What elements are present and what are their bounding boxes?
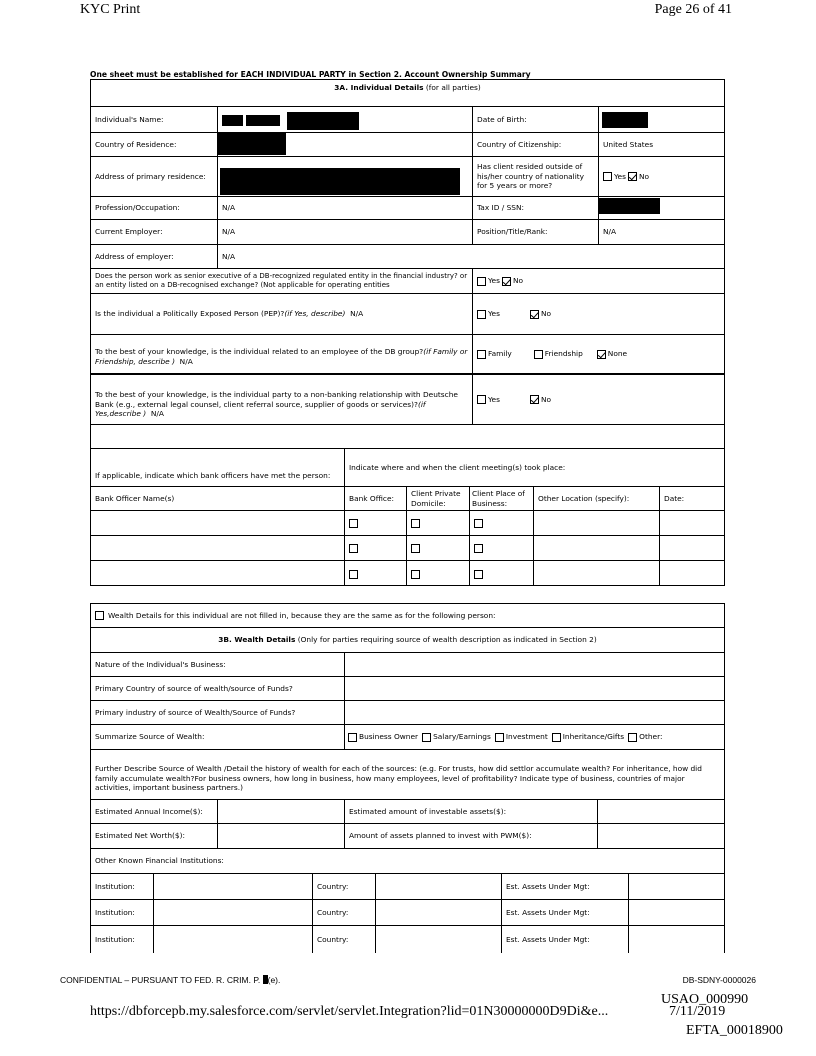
document-id: DB-SDNY-0000026	[682, 975, 756, 985]
source-label: Salary/Earnings	[433, 732, 491, 742]
planned-value[interactable]	[598, 824, 724, 848]
related-row	[91, 335, 724, 374]
profession-value[interactable]: N/A	[218, 197, 473, 219]
nature-row	[91, 653, 724, 677]
source-label: Investment	[505, 732, 548, 742]
yes-label: Yes	[614, 171, 626, 181]
other-fi-row	[91, 849, 724, 874]
redaction-box	[246, 115, 280, 126]
profession-label: Profession/Occupation:	[91, 197, 218, 219]
assets-value[interactable]	[629, 874, 724, 899]
source-label: Inheritance/Gifts	[562, 732, 625, 742]
business-owner-checkbox[interactable]	[348, 733, 357, 742]
col-private-domicile: Client Private Domicile:	[407, 487, 470, 510]
pep-no-checkbox[interactable]	[530, 310, 539, 319]
yes-label: Yes	[488, 276, 500, 286]
pep-question	[91, 294, 473, 334]
institution-row	[91, 926, 724, 953]
planned-label: Amount of assets planned to invest with PWM($):	[345, 824, 598, 848]
other-checkbox[interactable]	[628, 733, 637, 742]
none-checkbox[interactable]	[597, 350, 606, 359]
meeting-row	[91, 511, 724, 536]
friendship-label: Friendship	[544, 349, 583, 359]
pep-value[interactable]: N/A	[350, 309, 364, 319]
source-label: Other:	[639, 732, 663, 742]
nonbank-no-checkbox[interactable]	[530, 395, 539, 404]
domicile-checkbox[interactable]	[411, 519, 420, 528]
date-cell[interactable]	[660, 511, 724, 535]
other-fi-label: Other Known Financial Institutions:	[95, 856, 224, 866]
country-source-value[interactable]	[345, 677, 724, 700]
senior-exec-options	[473, 269, 724, 293]
residence-label: Country of Residence:	[91, 133, 218, 156]
domicile-cell	[407, 536, 470, 560]
domicile-cell	[407, 511, 470, 535]
dob-label: Date of Birth:	[473, 107, 599, 132]
pep-yes-checkbox[interactable]	[477, 310, 486, 319]
industry-source-row	[91, 701, 724, 725]
senior-exec-no-checkbox[interactable]	[502, 277, 511, 286]
no-label: No	[512, 276, 523, 286]
business-cell	[470, 561, 534, 586]
employer-address-row	[91, 245, 724, 269]
wealth-details-table	[90, 603, 725, 953]
section-3a-title-suffix: (for all parties)	[425, 83, 481, 92]
bank-office-cell	[345, 511, 407, 535]
salary-checkbox[interactable]	[422, 733, 431, 742]
family-label: Family	[488, 349, 512, 359]
employer-address-label: Address of employer:	[91, 245, 218, 268]
confidential-suffix: (e).	[267, 975, 281, 985]
net-worth-row	[91, 824, 724, 849]
name-label: Individual's Name:	[91, 107, 218, 132]
friendship-checkbox[interactable]	[534, 350, 543, 359]
nonbank-question-hint: (if Yes,describe )	[95, 399, 426, 419]
country-source-row	[91, 677, 724, 701]
officers-question: If applicable, indicate which bank officers have met the person:	[91, 449, 345, 486]
business-cell	[470, 511, 534, 535]
business-checkbox[interactable]	[474, 544, 483, 553]
related-question-hint: (if Family or Friendship, describe )	[95, 347, 468, 366]
address-value[interactable]	[218, 157, 473, 196]
country-label: Country:	[313, 900, 376, 925]
employer-label: Current Employer:	[91, 220, 218, 244]
redaction-box	[222, 115, 243, 126]
net-worth-value[interactable]	[218, 824, 345, 848]
employer-value[interactable]: N/A	[218, 220, 473, 244]
yes-label: Yes	[488, 395, 500, 404]
meeting-row	[91, 561, 724, 586]
print-title: KYC Print	[80, 2, 141, 17]
wealth-same-label: Wealth Details for this individual are not filled in, because they are the same as for the following person:	[108, 610, 496, 620]
business-cell	[470, 536, 534, 560]
wealth-same-text	[91, 604, 724, 627]
assets-label: Est. Assets Under Mgt:	[502, 926, 629, 953]
investable-label: Estimated amount of investable assets($):	[345, 800, 598, 823]
source-url[interactable]: https://dbforcepb.my.salesforce.com/servlet/servlet.Integration?lid=01N30000000D9Di&e...	[90, 1004, 609, 1019]
domicile-checkbox[interactable]	[411, 570, 420, 579]
redaction-box	[218, 133, 286, 155]
investable-value[interactable]	[598, 800, 724, 823]
senior-exec-question: Does the person work as senior executive of a DB-recognized regulated entity in the financial industry? or an entity listed on a DB-recognised exchange? (Not applicable for operating entities	[91, 269, 473, 293]
redaction-box	[287, 112, 359, 130]
col-bank-office: Bank Office:	[345, 487, 407, 510]
bank-office-cell	[345, 561, 407, 586]
meeting-question: Indicate where and when the client meeting(s) took place:	[349, 462, 566, 472]
institution-value[interactable]	[154, 874, 313, 899]
col-other-location: Other Location (specify):	[534, 487, 660, 510]
country-value[interactable]	[376, 900, 502, 925]
related-value[interactable]: N/A	[179, 356, 193, 366]
net-worth-label: Estimated Net Worth($):	[91, 824, 218, 848]
section-3a-title: 3A. Individual Details	[334, 83, 424, 92]
resided-options	[599, 157, 724, 196]
wealth-same-checkbox[interactable]	[95, 611, 104, 620]
usao-stamp: USAO_000990	[661, 992, 749, 1007]
officer-name-cell[interactable]	[91, 536, 345, 560]
nonbank-question-text: To the best of your knowledge, is the individual party to a non-banking relationship with Deutsche Bank (e.g., external legal counsel, client referral source, supplier of goods or services)?	[95, 390, 458, 409]
meeting-columns-row	[91, 487, 724, 511]
date-cell[interactable]	[660, 536, 724, 560]
institution-label: Institution:	[91, 900, 154, 925]
address-row	[91, 157, 724, 197]
nonbank-row	[91, 374, 724, 425]
confidential-text: CONFIDENTIAL – PURSUANT TO FED. R. CRIM. P.	[60, 975, 263, 985]
officer-name-cell[interactable]	[91, 561, 345, 586]
assets-label: Est. Assets Under Mgt:	[502, 874, 629, 899]
section-3b-title-suffix: (Only for parties requiring source of wealth description as indicated in Section 2)	[297, 635, 597, 645]
redaction-box	[220, 168, 460, 195]
related-question-text: To the best of your knowledge, is the individual related to an employee of the DB group?	[95, 347, 424, 356]
section-3b-title: 3B. Wealth Details	[218, 635, 296, 645]
individual-details-table	[90, 79, 725, 586]
business-checkbox[interactable]	[474, 519, 483, 528]
officer-name-cell[interactable]	[91, 511, 345, 535]
senior-exec-yes-checkbox[interactable]	[477, 277, 486, 286]
col-date: Date:	[664, 493, 685, 503]
page-number: Page 26 of 41	[654, 2, 732, 17]
institution-row	[91, 900, 724, 926]
employer-row	[91, 220, 724, 245]
country-value[interactable]	[376, 874, 502, 899]
country-label: Country:	[313, 874, 376, 899]
resided-no-checkbox[interactable]	[628, 172, 637, 181]
notice-text: One sheet must be established for EACH INDIVIDUAL PARTY in Section 2. Account Ownership Summary	[90, 70, 531, 79]
summarize-row	[91, 725, 724, 750]
country-source-label: Primary Country of source of wealth/source of Funds?	[91, 677, 345, 700]
citizenship-value[interactable]: United States	[603, 139, 654, 149]
annual-income-value[interactable]	[218, 800, 345, 823]
section-3b-title-cell	[91, 628, 724, 652]
domicile-checkbox[interactable]	[411, 544, 420, 553]
summarize-label: Summarize Source of Wealth:	[91, 725, 345, 749]
efta-id: EFTA_00018900	[686, 1023, 783, 1038]
institution-row	[91, 874, 724, 900]
col-officer: Bank Officer Name(s)	[91, 487, 345, 510]
assets-value[interactable]	[629, 900, 724, 925]
nonbank-value[interactable]: N/A	[150, 409, 164, 419]
residence-row	[91, 133, 724, 157]
institution-label: Institution:	[91, 874, 154, 899]
further-description: Further Describe Source of Wealth /Detail the history of wealth for each of the sources: (e.g. For trusts, how did settlor accumulate wealth? For inheritance, how did family accumulate wealth?For business owners, how long in business, how many employees, level of profitability? Indicate type of business, countries of major activities, important business partners.)	[95, 764, 702, 793]
country-label: Country:	[313, 926, 376, 953]
institution-label: Institution:	[91, 926, 154, 953]
country-value[interactable]	[376, 926, 502, 953]
other-location-cell[interactable]	[534, 561, 660, 586]
domicile-cell	[407, 561, 470, 586]
meeting-row	[91, 536, 724, 561]
bank-office-checkbox[interactable]	[349, 570, 358, 579]
institution-value[interactable]	[154, 926, 313, 953]
nature-label: Nature of the Individual's Business:	[91, 653, 345, 676]
date-cell[interactable]	[660, 561, 724, 586]
address-label: Address of primary residence:	[91, 157, 218, 196]
bank-office-checkbox[interactable]	[349, 544, 358, 553]
bank-office-checkbox[interactable]	[349, 519, 358, 528]
related-question	[91, 335, 473, 373]
spacer-row	[91, 425, 724, 449]
taxid-value[interactable]	[599, 197, 724, 219]
name-row	[91, 107, 724, 133]
col-place-of-business: Client Place of Business:	[470, 487, 534, 510]
related-options	[473, 335, 724, 373]
citizenship-label: Country of Citizenship:	[473, 133, 599, 156]
institution-value[interactable]	[154, 900, 313, 925]
resided-yes-checkbox[interactable]	[603, 172, 612, 181]
meeting-question-row	[91, 449, 724, 487]
none-label: None	[607, 349, 628, 359]
print-date: 7/11/2019	[669, 1004, 726, 1019]
assets-label: Est. Assets Under Mgt:	[502, 900, 629, 925]
other-location-cell[interactable]	[534, 511, 660, 535]
inheritance-checkbox[interactable]	[552, 733, 561, 742]
income-row	[91, 800, 724, 824]
section-3b-header	[91, 628, 724, 653]
no-label: No	[540, 309, 551, 319]
employer-address-value[interactable]: N/A	[222, 251, 236, 261]
nonbank-question	[91, 375, 473, 424]
assets-value[interactable]	[629, 926, 724, 953]
name-value[interactable]	[218, 107, 473, 132]
annual-income-label: Estimated Annual Income($):	[91, 800, 218, 823]
nonbank-options	[473, 375, 724, 424]
taxid-label: Tax ID / SSN:	[473, 197, 599, 219]
resided-question: Has client resided outside of his/her country of nationality for 5 years or more?	[473, 157, 599, 196]
further-row	[91, 750, 724, 800]
residence-value[interactable]	[218, 133, 473, 156]
position-value[interactable]: N/A	[603, 227, 617, 237]
bank-office-cell	[345, 536, 407, 560]
no-label: No	[638, 171, 649, 181]
pep-question-text: Is the individual a Politically Exposed Person (PEP)?	[95, 309, 285, 319]
nature-value[interactable]	[345, 653, 724, 676]
pep-question-hint: (if Yes, describe)	[284, 309, 346, 319]
pep-options	[473, 294, 724, 334]
industry-source-value[interactable]	[345, 701, 724, 724]
business-checkbox[interactable]	[474, 570, 483, 579]
section-3a-header	[91, 80, 724, 107]
investment-checkbox[interactable]	[495, 733, 504, 742]
industry-source-label: Primary industry of source of Wealth/Source of Funds?	[91, 701, 345, 724]
senior-exec-row	[91, 269, 724, 294]
profession-row	[91, 197, 724, 220]
redaction-box	[599, 198, 660, 214]
position-label: Position/Title/Rank:	[473, 220, 599, 244]
sources-options	[345, 725, 724, 749]
wealth-same-row	[91, 604, 724, 628]
no-label: No	[540, 395, 551, 404]
nonbank-yes-checkbox[interactable]	[477, 395, 486, 404]
other-location-cell[interactable]	[534, 536, 660, 560]
confidential-notice	[60, 975, 280, 985]
source-label: Business Owner	[359, 732, 419, 742]
yes-label: Yes	[488, 309, 500, 319]
redaction-box	[602, 112, 648, 128]
pep-row	[91, 294, 724, 335]
dob-value[interactable]	[599, 107, 724, 132]
family-checkbox[interactable]	[477, 350, 486, 359]
